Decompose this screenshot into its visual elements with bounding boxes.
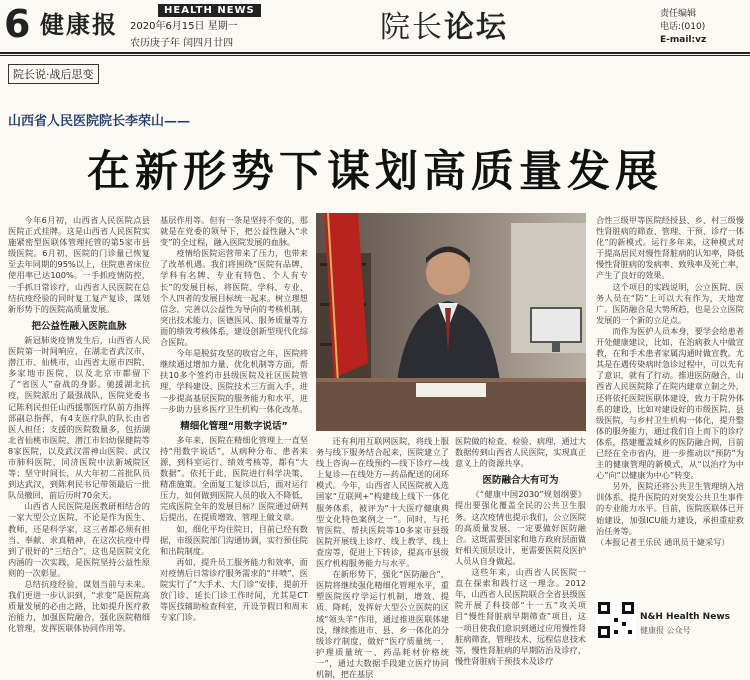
paragraph: 在新形势下，强化“医防融合”，医院将继续强化精细化管理水平，重塑医院医疗学运行机制，增效、提质、降耗，发挥好大型公立医院的区域“领头羊”作用，通过推进医联体建设，继续推进市、县、乡一体化的分级诊疗制度，做好“医疗质量统一、护理质量统一、药品耗材价格统一”，通过大数据手段建立医疗协同机制，把在基层	[316, 569, 449, 679]
page-number: 6	[4, 2, 31, 46]
paragraph: 基层作用等。但有一条是坚持不变的，那就是在党委的领导下，把公益性融入“求变”的全过程，融入医院发展的血脉。	[160, 215, 308, 248]
footer-brand: N&H Health News	[640, 612, 730, 622]
newspaper-brand: 健康报	[40, 10, 118, 39]
article-column-4	[455, 436, 586, 667]
byline: （本报记者王乐民 通讯员于婕采写）	[596, 536, 730, 547]
health-news-badge: HEALTH NEWS	[158, 4, 261, 17]
paragraph: 多年来，医院在精细化管理上一直坚持“用数字说话”，从病种分布、患者来源，到科室运行、绩效考核等，都有“大数据”。依托于此，医院进行科学决策、精准施策。全面复工复诊以后，面对运行压力，如何做到医院人员的收入不降低，完成医院全年的发展目标？医院通过研判后提出，在提质增效、管理上做文章。	[160, 434, 308, 523]
article-column-5	[596, 215, 744, 548]
paragraph: 另外，医院还将公共卫生管理纳入培训体系，提升医院的对突发公共卫生事件的专业能力水平。目前，医院医联体已开始建设，加强ICU能力建设，承担重症救治任务等。	[596, 481, 744, 536]
paragraph: 再如，提升员工服务能力和效率，面对疫情后日常诊疗服务需求的“井喷”，医院实行了“大手术、大门诊”安排，提前开放门诊、延长门诊工作时间，尤其是CT等医技辅助检查科室，开设节假日和周末专家门诊。	[160, 556, 308, 623]
paragraph: 今年6月初，山西省人民医院点县医院正式挂牌。这是山西省人民医院实施紧密型医联体管理托管的第5家市县级医院。6月初，医院的门诊量已恢复至去年同期的95%以上，住院患者床位使用率已达100%。一手抓疫情防控，一手抓日常诊疗，山西省人民医院在总结抗疫经验的同时复工复产复诊，谋划新形势下的医院高质量发展。	[8, 215, 150, 314]
paragraph: 而作为医护人员本身，要学会给患者开处健康建议，比如，在治病救人中做宣教，在和手术患者家属沟通时做宣教。尤其是在遇传染病时急诊过程中，可以先有了意识，就有了行动。推进医防融合，山西省人民医院除了在院内建章立制之外，还将依托医院医联体建设，致力于院外体系的建设，比如对建设好的市级医院、县级医院，与乡村卫生机构一体化，提升整体的服务能力，通过我们自上而下的诊疗体系，搭建覆盖城乡的医防融合网，目前已经在全市省内，进一步推动以“预防”为主的健康管理的新模式，从“以治疗为中心”向“以健康为中心”转变。	[596, 325, 744, 481]
footer-sub: 健康报 公众号	[640, 626, 691, 635]
column-title	[380, 2, 508, 46]
portrait-photo-icon	[316, 213, 586, 431]
section-heading: 医防融合大有可为	[482, 475, 559, 487]
paragraph: 还有利用互联网医院，将线上服务与线下服务结合起来，医院建立了线上咨询—在线预约—线下诊疗—线上复诊—在线处方—药品配送的闭环模式。今年，山西省人民医院被入选国家“互联网+”构建线上线下一体化服务体系，被评为“十大医疗健康典型文化特色案例之一”。同时，与托管医院、帮扶医院等10多家市县级医院开展线上诊疗、线上教学、线上查房等，促进上下转诊，提高市县级医疗机构服务能力与水平。	[316, 436, 449, 569]
qr-code-icon	[596, 600, 636, 640]
paragraph: 如，细化平均住院日，目前已经有数据，市级医院部门沟通协调，实行预住院和出院制度。	[160, 523, 308, 556]
column-title-name: 论坛	[444, 10, 508, 45]
paragraph: 这个项目的实践说明，公立医院、医务人员在“防”上可以大有作为，天地宽广。医防融合是大势所趋，也是公立医院发展的一个新的立足点。	[596, 281, 744, 325]
paragraph: 医院做的检查、检验、病理，通过大数据传到山西省人民医院，实现真正意义上的资源共享。	[455, 436, 587, 469]
section-tag: 院长说·战后思变	[8, 64, 99, 84]
editor-email: E-mail:vz	[660, 35, 707, 45]
article-column-2	[160, 215, 308, 623]
paragraph: 这些年来，山西省人民医院一直在探索和践行这一理念。2012年，山西省人民医院联合全省县级医院开展了科技部“十一五”攻关项目“慢性肾脏病早期筛查”项目，这一项目使我们意识到通过应用慢性肾脏病筛查，管理技术、远程信息技术等，慢性肾脏病的早期防治及诊疗，慢性肾脏病干预技术及诊疗	[455, 567, 587, 666]
article-headline: 在新形势下谋划高质量发展	[87, 147, 663, 197]
paragraph: 今年是脱贫攻坚的收官之年，医院将继续通过增加力量、优化机制等方面，帮扶10多个签约市县级医院及社区医院管理、学科建设、医院技术三方面入手，进一步提高基层医院的服务能力和水平，进一步助力县乡医疗卫生机构一体化改革。	[160, 348, 308, 414]
issue-date: 2020年6月15日 星期一	[130, 21, 238, 32]
section-heading: 把公益性融入医院血脉	[31, 320, 127, 332]
article-subtitle: 山西省人民医院院长李荣山——	[8, 114, 191, 129]
lunar-date: 农历庚子年 闰四月廿四	[130, 38, 234, 49]
paragraph: 总结抗疫经验，谋划当前与未来。我们更进一步认识到，“求变”是医院高质量发展的必由之路，比如提升医疗救治能力，加强医院融合，强化医院精细化管理，发挥医联体协同作用等。	[8, 579, 150, 634]
paragraph: 合性三级甲等医院经授县、乡、村三级慢性肾脏病的筛查、管理、干预、诊疗一体化”的新模式。运行多年来，这种模式对于提高居民对慢性肾脏病的认知率，降低慢性肾脏病的发病率、致残率及死亡率，产生了良好的效果。	[596, 215, 744, 281]
paragraph: 新冠肺炎疫情发生后，山西省人民医院第一时间响应，在湖北省武汉市、潜江市、仙桃市，山西省太原市四院、多家地市医院，以及北京市都留下了“省医人”奋战的身影。驰援湖北抗疫，医院派出了最强战队，医院党委书记陈利民担任山西援鄂医疗队前方指挥部副总指挥，有4支医疗队的队长由省医人担任；支援的医院数量多，包括湖北省仙桃市医院、潜江市妇幼保健院等8家医院，以及武汉雷神山医院、武汉市肺科医院、同济医院中法新城院区等；坚守时间长，从大年初二首批队员到达武汉，到陈利民书记带领最后一批队员撤回，前后历时70余天。	[8, 334, 150, 501]
masthead-rule-thin	[0, 55, 750, 56]
paragraph: 《“健康中国2030”规划纲要》提出要强化覆盖全民的公共卫生服务。这次疫情也提示我们，公立医院的高质量发展，一定要做好医防融合。这既需要国家和地方政府层面做好相关顶层设计，更需要医院及医护人员从自身做起。	[455, 489, 587, 566]
paragraph: 疫情给医院运营带来了压力，也带来了改革机遇。我们将围绕“医院有品牌、学科有名牌、专业有特色、个人有专长”的发展目标，将医院、学科、专业、个人四者的发展目标统一起来。树立理想信念，完善以公益性为导向的考核机制，突出技术能力、医德医风、服务质量等方面的绩效考核体系，建设创新型现代化综合医院。	[160, 248, 308, 348]
column-title-prefix: 院长	[380, 10, 444, 45]
article-column-3	[316, 436, 449, 680]
section-heading: 精细化管理“用数字说话”	[180, 420, 288, 432]
article-column-1	[8, 215, 150, 634]
portrait-photo-svg	[316, 213, 586, 431]
editor-phone: 电话:(010)	[660, 22, 706, 32]
masthead-rule	[0, 52, 750, 54]
editor-info	[660, 8, 706, 47]
paragraph: 山西省人民医院是医教研相结合的一家大型公立医院，不论是作为医生、教师，还是科学家，这三者都必须有担当、奉献、求真精神，在这次抗疫中得到了很好的“三结合”，这也是医院文化内涵的一次实践，是医院坚持公益性原则的一次彰显。	[8, 501, 150, 578]
editor-line: 责任编辑	[660, 9, 697, 19]
